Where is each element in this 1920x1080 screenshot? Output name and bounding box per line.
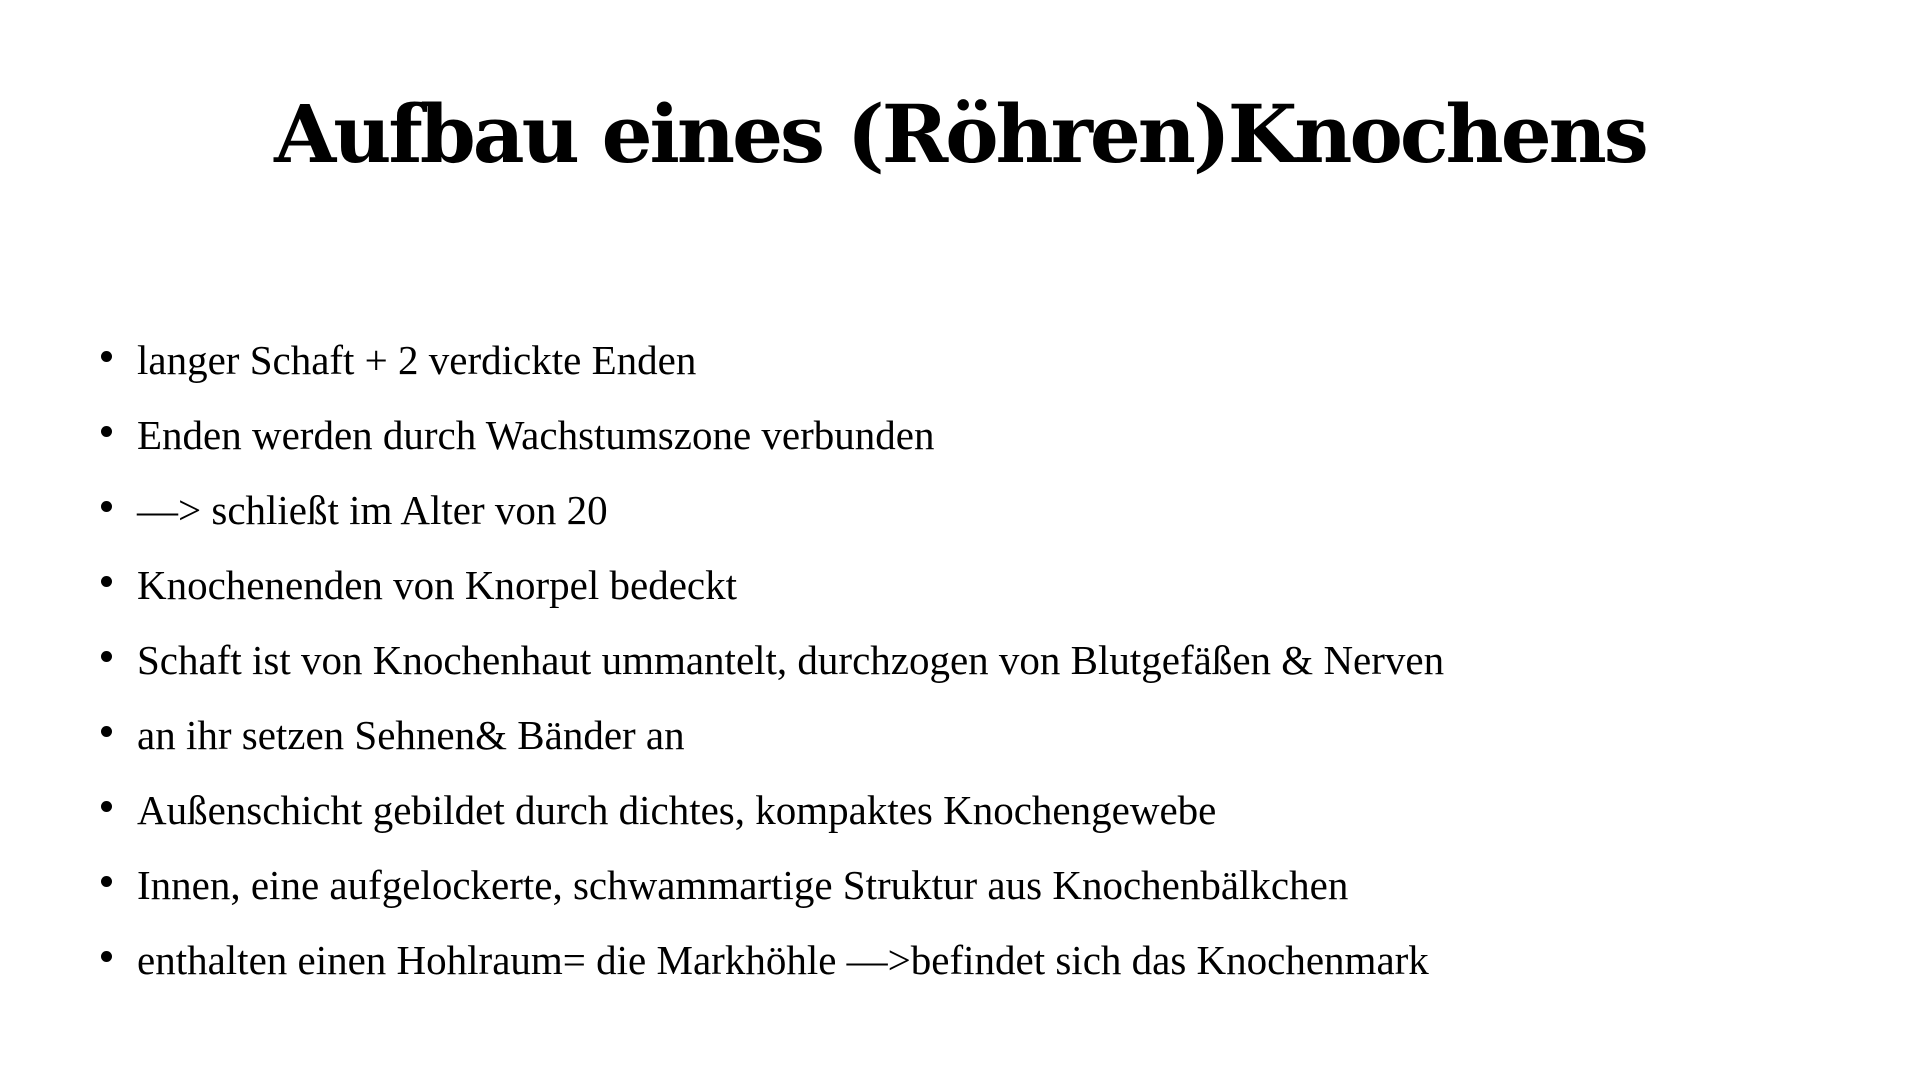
bullet-dot-icon (101, 351, 112, 362)
bullet-dot-icon (101, 426, 112, 437)
bullet-item (101, 547, 1444, 622)
bullet-item (101, 322, 1444, 397)
bullet-dot-icon (101, 726, 112, 737)
bullet-item (101, 697, 1444, 772)
bullet-text: Innen, eine aufgelockerte, schwammartige Struktur aus Knochenbälkchen (137, 861, 1349, 908)
bullet-item (101, 772, 1444, 847)
bullet-dot-icon (101, 501, 112, 512)
bullet-text: langer Schaft + 2 verdickte Enden (137, 336, 697, 383)
bullet-dot-icon (101, 876, 112, 887)
bullet-item (101, 922, 1444, 997)
slide-title: Aufbau eines (Röhren)Knochens (274, 87, 1646, 181)
bullet-text: Außenschicht gebildet durch dichtes, kompaktes Knochengewebe (137, 786, 1217, 833)
bullet-text: Schaft ist von Knochenhaut ummantelt, durchzogen von Blutgefäßen & Nerven (137, 636, 1445, 683)
bullet-text: —> schließt im Alter von 20 (137, 486, 608, 533)
bullet-item (101, 472, 1444, 547)
bullet-dot-icon (101, 576, 112, 587)
bullet-item (101, 397, 1444, 472)
bullet-text: Enden werden durch Wachstumszone verbunden (137, 411, 935, 458)
bullet-item (101, 847, 1444, 922)
bullet-list (101, 322, 1444, 997)
bullet-text: Knochenenden von Knorpel bedeckt (137, 561, 737, 608)
bullet-dot-icon (101, 801, 112, 812)
bullet-text: an ihr setzen Sehnen& Bänder an (137, 711, 685, 758)
bullet-text: enthalten einen Hohlraum= die Markhöhle —>befindet sich das Knochenmark (137, 936, 1429, 983)
bullet-item (101, 622, 1444, 697)
bullet-dot-icon (101, 951, 112, 962)
bullet-dot-icon (101, 651, 112, 662)
